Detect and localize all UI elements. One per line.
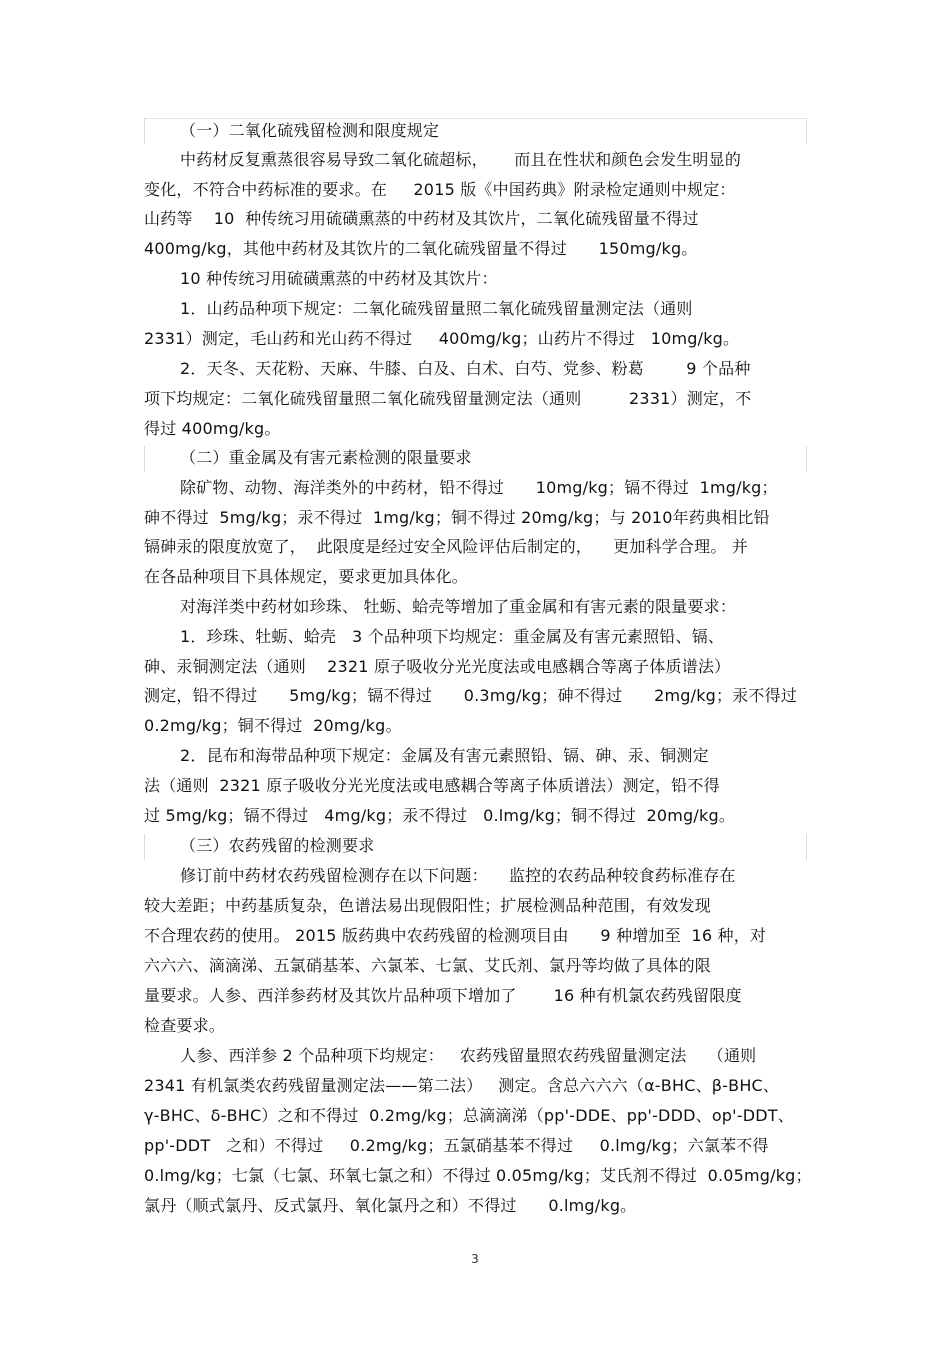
paragraph-line: pp'-DDT 之和）不得过 0.2mg/kg；五氯硝基苯不得过 0.lmg/kg；六氯苯不得 [144,1136,769,1155]
paragraph-line: 量要求。人参、西洋参药材及其饮片品种项下增加了 16 种有机氯农药残留限度 [144,986,742,1005]
list-item-cont: 得过 400mg/kg。 [144,419,281,438]
paragraph-line: 修订前中药材农药残留检测存在以下问题： 监控的农药品种较食药标准存在 [180,866,736,885]
paragraph-line: 对海洋类中药材如珍珠、 牡蛎、蛤壳等增加了重金属和有害元素的限量要求： [180,597,737,616]
paragraph-line: 10 种传统习用硫磺熏蒸的中药材及其饮片： [180,269,498,288]
paragraph-line: 中药材反复熏蒸很容易导致二氧化硫超标， 而且在性状和颜色会发生明显的 [180,150,742,169]
section-heading-heavy-metals: （二）重金属及有害元素检测的限量要求 [180,448,472,467]
paragraph-line: 除矿物、动物、海洋类外的中药材，铅不得过 10mg/kg；镉不得过 1mg/kg； [180,478,778,497]
list-item: 1．山药品种项下规定：二氧化硫残留量照二氧化硫残留量测定法（通则 [180,299,693,318]
list-item-cont: 法（通则 2321 原子吸收分光光度法或电感耦合等离子体质谱法）测定，铅不得 [144,776,720,795]
paragraph-line: 检查要求。 [144,1016,226,1035]
list-item-cont: 测定，铅不得过 5mg/kg；镉不得过 0.3mg/kg；砷不得过 2mg/kg；汞不得过 [144,686,798,705]
paragraph-line: 不合理农药的使用。 2015 版药典中农药残留的检测项目由 9 种增加至 16 种，对 [144,926,767,945]
paragraph-line: 六六六、滴滴涕、五氯硝基苯、六氯苯、七氯、艾氏剂、氯丹等均做了具体的限 [144,956,712,975]
paragraph-line: 镉砷汞的限度放宽了， 此限度是经过安全风险评估后制定的， 更加科学合理。 并 [144,537,749,556]
heading-rule-right [806,834,807,860]
heading-rule [144,118,806,119]
heading-rule-left [144,446,145,472]
paragraph-line: 2341 有机氯类农药残留量测定法——第二法） 测定。含总六六六（α-BHC、β-BHC、 [144,1076,780,1095]
list-item-cont: 过 5mg/kg；镉不得过 4mg/kg；汞不得过 0.lmg/kg；铜不得过 20mg/kg。 [144,806,736,825]
paragraph-line: 400mg/kg，其他中药材及其饮片的二氧化硫残留量不得过 150mg/kg。 [144,239,698,258]
paragraph-line: 在各品种项目下具体规定，要求更加具体化。 [144,567,469,586]
section-heading-so2: （一）二氧化硫残留检测和限度规定 [180,121,440,140]
paragraph-line: 山药等 10 种传统习用硫磺熏蒸的中药材及其饮片，二氧化硫残留量不得过 [144,209,699,228]
paragraph-line: 变化，不符合中药标准的要求。在 2015 版《中国药典》附录检定通则中规定： [144,180,736,199]
paragraph-line: 砷不得过 5mg/kg；汞不得过 1mg/kg；铜不得过 20mg/kg；与 2010年药典相比铅 [144,508,770,527]
section-heading-pesticides: （三）农药残留的检测要求 [180,836,375,855]
page-number: 3 [471,1252,479,1266]
heading-rule-left [144,118,145,144]
paragraph-line: γ-BHC、δ-BHC）之和不得过 0.2mg/kg；总滴滴涕（pp'-DDE、pp'-DDD、op'-DDT、 [144,1106,794,1125]
heading-rule-left [144,834,145,860]
heading-rule-right [806,446,807,472]
list-item: 1．珍珠、牡蛎、蛤壳 3 个品种项下均规定：重金属及有害元素照铅、镉、 [180,627,725,646]
list-item-cont: 2331）测定，毛山药和光山药不得过 400mg/kg；山药片不得过 10mg/kg。 [144,329,740,348]
heading-rule-right [806,118,807,144]
list-item-cont: 项下均规定：二氧化硫残留量照二氧化硫残留量测定法（通则 2331）测定，不 [144,389,752,408]
list-item: 2．昆布和海带品种项下规定：金属及有害元素照铅、镉、砷、汞、铜测定 [180,746,709,765]
paragraph-line: 氯丹（顺式氯丹、反式氯丹、氧化氯丹之和）不得过 0.lmg/kg。 [144,1196,637,1215]
paragraph-line: 较大差距；中药基质复杂，色谱法易出现假阳性；扩展检测品种范围，有效发现 [144,896,712,915]
list-item-cont: 0.2mg/kg；铜不得过 20mg/kg。 [144,716,402,735]
list-item-cont: 砷、汞铜测定法（通则 2321 原子吸收分光光度法或电感耦合等离子体质谱法） [144,657,731,676]
paragraph-line: 人参、西洋参 2 个品种项下均规定： 农药残留量照农药残留量测定法 （通则 [180,1046,757,1065]
list-item: 2．天冬、天花粉、天麻、牛膝、白及、白术、白芍、党参、粉葛 9 个品种 [180,359,751,378]
paragraph-line: 0.lmg/kg；七氯（七氯、环氧七氯之和）不得过 0.05mg/kg；艾氏剂不得过 0.05mg/kg； [144,1166,812,1185]
